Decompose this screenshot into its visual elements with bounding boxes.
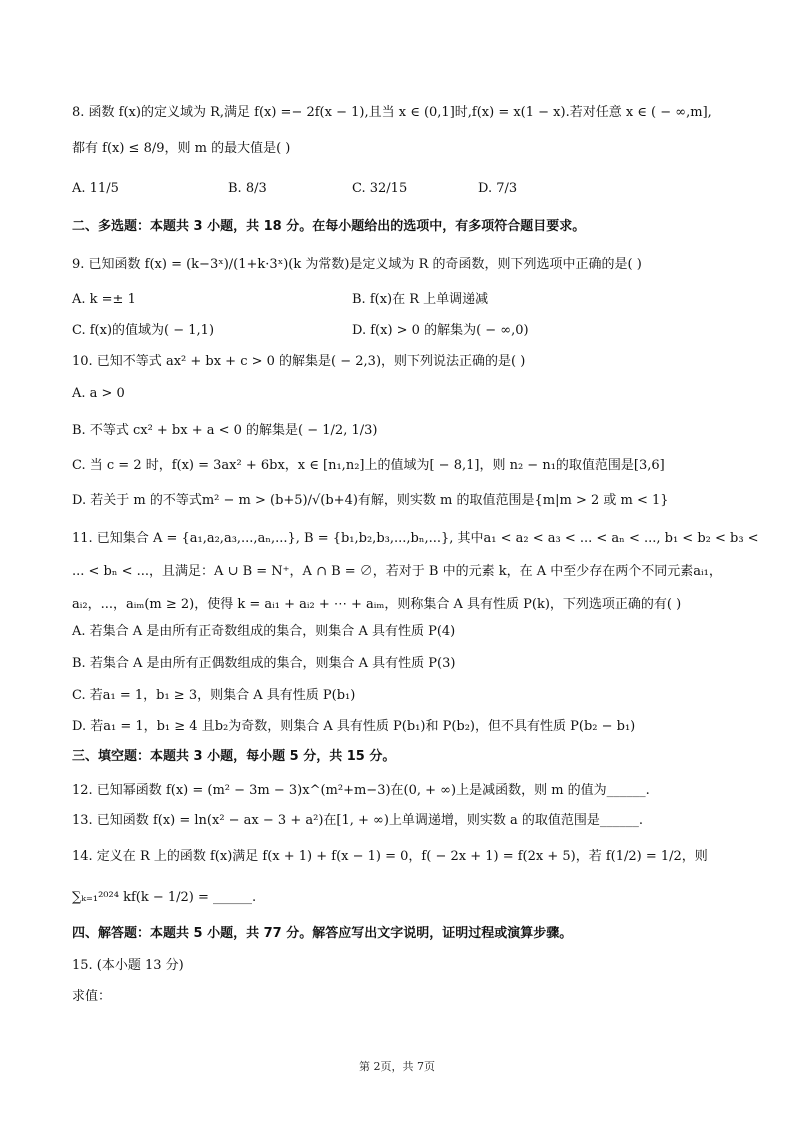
q8-line2: 都有 f(x) ≤ 8/9，则 m 的最大值是( ): [72, 141, 291, 156]
q14-line1: 14. 定义在 R 上的函数 f(x)满足 f(x + 1) + f(x − 1) = 0，f( − 2x + 1) = f(2x + 5)，若 f(1/2) = 1/2，则: [72, 849, 708, 864]
q8-option-d: D. 7/3: [478, 181, 518, 196]
q11-line2: ... < bₙ < ...，且满足：A ∪ B = N⁺，A ∩ B = ∅，若对于 B 中的元素 k，在 A 中至少存在两个不同元素aᵢ₁，: [72, 564, 722, 579]
q8-option-c: C. 32/15: [352, 181, 408, 196]
q11-line3: aᵢ₂，...，aᵢₘ(m ≥ 2)，使得 k = aᵢ₁ + aᵢ₂ + ⋯ + aᵢₘ，则称集合 A 具有性质 P(k)，下列选项正确的有( ): [72, 597, 682, 612]
section-heading-solutions: 四、解答题：本题共 5 小题，共 77 分。解答应写出文字说明，证明过程或演算步骤。: [72, 926, 573, 941]
q11-line1: 11. 已知集合 A = {a₁,a₂,a₃,...,aₙ,...}, B = {b₁,b₂,b₃,...,bₙ,...}, 其中a₁ < a₂ < a₃ < ... < aₙ < ..., b₁ < b₂ < b₃ <: [72, 531, 759, 546]
q8-option-a: A. 11/5: [72, 181, 119, 196]
q10-option-d: D. 若关于 m 的不等式m² − m > (b+5)/√(b+4)有解，则实数 m 的取值范围是{m|m > 2 或 m < 1}: [72, 493, 669, 508]
q11-option-c: C. 若a₁ = 1，b₁ ≥ 3，则集合 A 具有性质 P(b₁): [72, 688, 356, 703]
q11-option-a: A. 若集合 A 是由所有正奇数组成的集合，则集合 A 具有性质 P(4): [72, 624, 456, 639]
section-heading-fill-in: 三、填空题：本题共 3 小题，每小题 5 分，共 15 分。: [72, 749, 396, 764]
q12: 12. 已知幂函数 f(x) = (m² − 3m − 3)x^(m²+m−3)在(0, + ∞)上是减函数，则 m 的值为______.: [72, 783, 650, 798]
q10-option-b: B. 不等式 cx² + bx + a < 0 的解集是( − 1/2, 1/3): [72, 423, 378, 438]
q10-option-a: A. a > 0: [72, 386, 125, 401]
q10-stem: 10. 已知不等式 ax² + bx + c > 0 的解集是( − 2,3)，则下列说法正确的是( ): [72, 354, 526, 369]
q15-prompt: 求值：: [72, 989, 112, 1004]
q9-option-d: D. f(x) > 0 的解集为( − ∞,0): [352, 323, 529, 338]
q9-option-c: C. f(x)的值域为( − 1,1): [72, 323, 215, 338]
q10-option-c: C. 当 c = 2 时，f(x) = 3ax² + 6bx，x ∈ [n₁,n₂]上的值域为[ − 8,1]，则 n₂ − n₁的取值范围是[3,6]: [72, 458, 665, 473]
q9-option-a: A. k =± 1: [72, 292, 136, 307]
page-footer: 第 2页，共 7页: [359, 1060, 435, 1073]
q13: 13. 已知函数 f(x) = ln(x² − ax − 3 + a²)在[1, + ∞)上单调递增，则实数 a 的取值范围是______.: [72, 813, 644, 828]
q9-option-b: B. f(x)在 R 上单调递减: [352, 292, 489, 307]
q11-option-d: D. 若a₁ = 1，b₁ ≥ 4 且b₂为奇数，则集合 A 具有性质 P(b₁)和 P(b₂)，但不具有性质 P(b₂ − b₁): [72, 719, 636, 734]
q14-line2: ∑ₖ₌₁²⁰²⁴ kf(k − 1/2) = ______.: [72, 890, 257, 905]
section-heading-multi-choice: 二、多选题：本题共 3 小题，共 18 分。在每小题给出的选项中，有多项符合题目要求。: [72, 219, 586, 234]
q15-title: 15. (本小题 13 分): [72, 958, 184, 973]
q11-option-b: B. 若集合 A 是由所有正偶数组成的集合，则集合 A 具有性质 P(3): [72, 656, 456, 671]
q8-option-b: B. 8/3: [228, 181, 267, 196]
q8-line1: 8. 函数 f(x)的定义域为 R,满足 f(x) =− 2f(x − 1),且当 x ∈ (0,1]时,f(x) = x(1 − x).若对任意 x ∈ ( − ∞,m],: [72, 105, 712, 120]
q9-stem: 9. 已知函数 f(x) = (k−3ˣ)/(1+k·3ˣ)(k 为常数)是定义域为 R 的奇函数，则下列选项中正确的是( ): [72, 257, 642, 272]
